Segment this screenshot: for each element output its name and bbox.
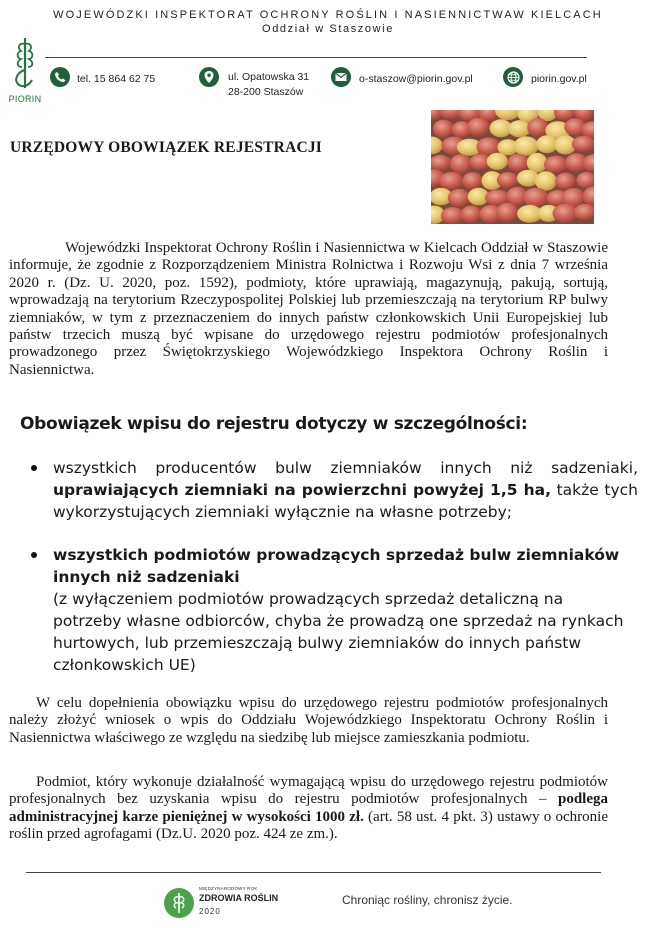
- bullet-item-sellers: [53, 544, 628, 676]
- intro-paragraph: Wojewódzki Inspektorat Ochrony Roślin i Nasiennictwa w Kielcach Oddział w Staszowie informuje, że zgodnie z Rozporządzeniem Ministra Rolnictwa i Rozwoju Wsi z dnia 7 września 2020 r. (Dz. U. 2020, poz. 1592), podmioty, które uprawiają, magazynują, pakują, sortują, wprowadzają na terytorium Rzeczypospolitej Polskiej lub przemieszczają na terytorium RP bulwy ziemniaków, w tym z przeznaczeniem do innych państw członkowskich Unii Europejskiej lub państw trzecich muszą być wpisane do urzędowego rejestru podmiotów profesjonalnych prowadzonego przez Świętokrzyskiego Wojewódzkiego Inspektora Ochrony Roślin i Nasiennictwa.: [9, 240, 608, 378]
- application-paragraph: W celu dopełnienia obowiązku wpisu do urzędowego rejestru podmiotów profesjonalnych należy złożyć wniosek o wpis do Oddziału Wojewódzkiego Inspektoratu Ochrony Roślin i Nasiennictwa właściwego ze względu na siedzibę lub miejsce zamieszkania podmiotu.: [9, 695, 608, 746]
- wheat-icon: [163, 887, 195, 919]
- penalty-bold: podlega administracyjnej karze pieniężnej w wysokości 1000 zł.: [9, 791, 608, 825]
- potato-shape: [496, 203, 518, 223]
- penalty-text: Podmiot, który wykonuje działalność wymagającą wpisu do urzędowego rejestru podmiotów profesjonalnych bez uzyskania wpisu do rejestru podmiotów profesjonalnych –: [9, 774, 608, 808]
- contact-address-line1: ul. Opatowska 31: [228, 71, 310, 83]
- iyph-badge: [163, 885, 283, 921]
- footer-divider: [26, 872, 601, 873]
- location-icon: [199, 67, 219, 87]
- potato-shape: [514, 136, 539, 155]
- header-divider: [45, 57, 587, 58]
- potato-shape: [555, 173, 576, 190]
- bullet1-text: wszystkich producentów bulw ziemniaków innych niż sadzeniaki,: [53, 459, 638, 477]
- badge-title: ZDROWIA ROŚLIN: [199, 893, 279, 903]
- email-icon: [331, 67, 351, 87]
- bullet-marker: [31, 552, 37, 558]
- bullet1-text-end: także tych wykorzystujących ziemniaki wyłącznie na własne potrzeby;: [53, 481, 638, 521]
- badge-year: 2020: [199, 907, 221, 916]
- potato-shape: [433, 120, 454, 138]
- obligation-heading: Obowiązek wpisu do rejestru dotyczy w szczególności:: [20, 414, 528, 434]
- document-heading: URZĘDOWY OBOWIĄZEK REJESTRACJI: [10, 139, 323, 156]
- potato-shape: [523, 188, 548, 208]
- potato-shape: [497, 172, 519, 188]
- potato-shape: [439, 172, 464, 190]
- potato-shape: [544, 156, 568, 174]
- potato-shape: [450, 154, 472, 174]
- potato-shape: [448, 189, 471, 207]
- contact-email[interactable]: o-staszow@piorin.gov.pl: [359, 73, 473, 85]
- contact-phone: tel. 15 864 62 75: [77, 73, 156, 85]
- penalty-text-end: (art. 58 ust. 4 pkt. 3) ustawy o ochronie roślin przed agrofagami (Dz.U. 2020 poz. 424 ze zm.).: [9, 808, 608, 843]
- potato-shape: [462, 172, 482, 189]
- bullet1-bold: uprawiających ziemniaki na powierzchni powyżej 1,5 ha,: [53, 481, 551, 499]
- contact-website[interactable]: piorin.gov.pl: [531, 73, 587, 85]
- org-branch: Oddział w Staszowie: [262, 23, 394, 35]
- phone-icon: [50, 67, 70, 87]
- footer-slogan: Chroniąc rośliny, chronisz życie.: [342, 893, 513, 907]
- penalty-paragraph: [9, 774, 608, 844]
- potato-shape: [527, 118, 549, 137]
- bullet2-bold: wszystkich podmiotów prowadzących sprzedaż bulw ziemniaków innych niż sadzeniaki: [53, 546, 620, 586]
- globe-icon: [503, 67, 523, 87]
- bullet2-text: (z wyłączeniem podmiotów prowadzących sprzedaż detaliczną na potrzeby własne odbiorców, chyba że prowadzą one sprzedaż na rynkach hurtowych, lub przemieszczają bulwy ziemniaków do innych państw członkowskich UE): [53, 590, 624, 674]
- potatoes-photo: [431, 110, 594, 224]
- potato-shape: [487, 153, 508, 170]
- potato-shape: [507, 154, 529, 172]
- piorin-logo: [4, 34, 46, 104]
- bullet-item-producers: [53, 457, 638, 523]
- logo-text: PIORIN: [8, 94, 42, 104]
- org-title: WOJEWÓDZKI INSPEKTORAT OCHRONY ROŚLIN I NASIENNICTWAW KIELCACH: [53, 9, 603, 21]
- badge-small-text: MIĘDZYNARODOWY ROK: [199, 886, 258, 891]
- potato-shape: [461, 206, 482, 224]
- bullet-marker: [31, 465, 37, 471]
- contact-address-line2: 28-200 Staszów: [228, 86, 304, 98]
- potato-shape: [467, 118, 489, 137]
